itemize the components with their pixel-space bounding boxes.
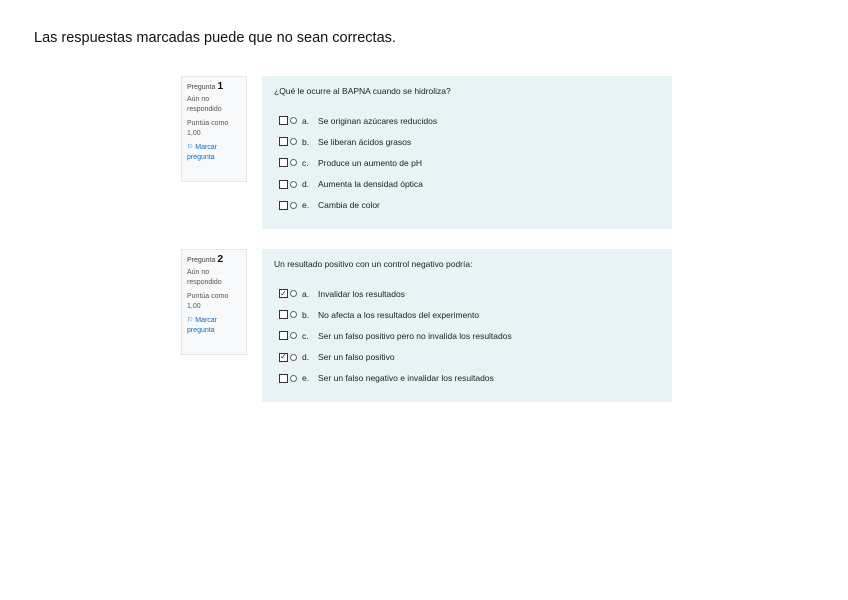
answer-checkbox[interactable] [279,310,288,319]
answer-text: Cambia de color [318,200,380,211]
answer-checkbox[interactable] [279,331,288,340]
answer-option[interactable] [274,325,660,346]
answer-letter: b. [302,136,310,147]
answer-radio[interactable] [290,117,297,124]
question-1-content [262,76,672,229]
answer-text: Ser un falso negativo e invalidar los resultados [318,373,494,384]
question-number: 2 [217,253,224,265]
flag-question-label: Marcar pregunta [187,144,218,161]
answer-radio[interactable] [290,202,297,209]
question-text: Un resultado positivo con un control negativo podría: [274,259,473,269]
answer-text: Aumenta la densidad óptica [318,179,423,190]
question-label: Pregunta [187,84,216,91]
answer-radio[interactable] [290,311,297,318]
answer-radio[interactable] [290,181,297,188]
answer-option[interactable] [274,131,660,152]
answer-option[interactable] [274,283,660,304]
answer-radio[interactable] [290,138,297,145]
flag-icon: ⚐ [187,144,196,151]
answer-text: Invalidar los resultados [318,288,405,299]
question-score: Puntúa como 1,00 [187,120,229,137]
answer-checkbox[interactable] [279,374,288,383]
answer-option[interactable] [274,368,660,389]
question-score: Puntúa como 1,00 [187,293,229,310]
answer-text: Produce un aumento de pH [318,157,422,168]
answer-letter: a. [302,115,310,126]
question-label: Pregunta [187,257,216,264]
answer-radio[interactable] [290,375,297,382]
question-number: 1 [217,80,224,92]
answer-letter: e. [302,373,310,384]
question-2-info [181,249,247,355]
answer-checkbox[interactable] [279,137,288,146]
answer-text: No afecta a los resultados del experimento [318,309,480,320]
answer-letter: a. [302,288,310,299]
answer-option[interactable] [274,347,660,368]
page-heading: Las respuestas marcadas puede que no sean correctas. [34,30,396,46]
answer-radio[interactable] [290,332,297,339]
question-2-content [262,249,672,402]
flag-question-label: Marcar pregunta [187,317,218,334]
answer-option[interactable] [274,110,660,131]
answer-text: Se originan azúcares reducidos [318,115,438,126]
answer-letter: b. [302,309,310,320]
answer-option[interactable] [274,174,660,195]
question-status: Aún no respondido [187,96,222,113]
answer-letter: c. [302,157,309,168]
answer-checkbox[interactable] [279,158,288,167]
answer-radio[interactable] [290,159,297,166]
flag-question-link[interactable] [187,316,241,336]
answer-letter: d. [302,352,310,363]
answer-radio[interactable] [290,290,297,297]
answer-text: Ser un falso positivo pero no invalida los resultados [318,330,512,341]
flag-icon: ⚐ [187,317,196,324]
answer-letter: c. [302,330,309,341]
answer-checkbox[interactable]: ✓ [280,288,287,298]
answer-checkbox[interactable] [279,116,288,125]
question-1-info [181,76,247,182]
answer-letter: d. [302,179,310,190]
answer-option[interactable] [274,195,660,216]
answer-radio[interactable] [290,354,297,361]
answer-letter: e. [302,200,310,211]
answer-checkbox[interactable]: ✓ [280,352,287,362]
answer-text: Se liberan ácidos grasos [318,136,412,147]
answer-option[interactable] [274,152,660,173]
flag-question-link[interactable] [187,143,241,163]
answer-checkbox[interactable] [279,201,288,210]
answer-option[interactable] [274,304,660,325]
answer-text: Ser un falso positivo [318,352,395,363]
question-text: ¿Qué le ocurre al BAPNA cuando se hidroliza? [274,86,451,96]
answer-checkbox[interactable] [279,180,288,189]
question-status: Aún no respondido [187,269,222,286]
